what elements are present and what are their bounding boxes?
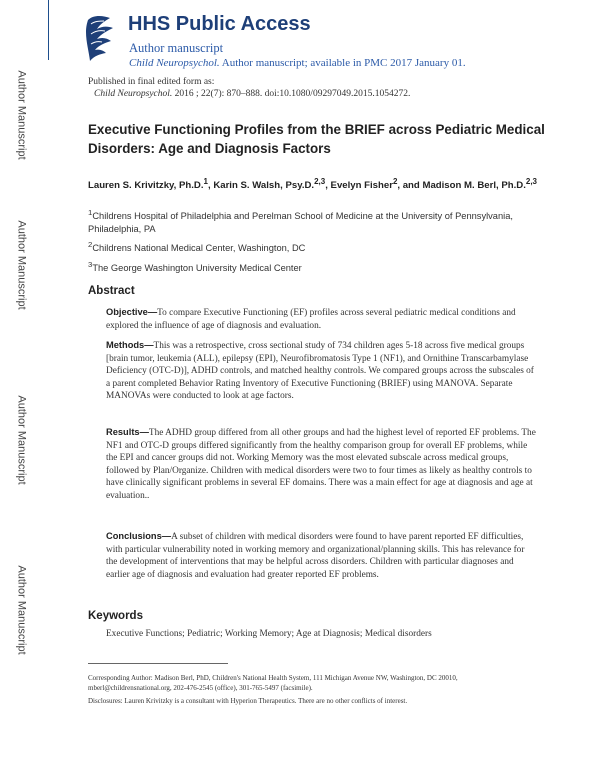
author: Karin S. Walsh, Psy.D. [213, 180, 315, 192]
author: Madison M. Berl, Ph.D. [422, 180, 526, 192]
header-divider [48, 0, 49, 60]
margin-label: Author Manuscript [16, 70, 29, 160]
citation: Child Neuropsychol. 2016 ; 22(7): 870–888. doi:10.1080/09297049.2015.1054272. [94, 89, 411, 99]
author-manuscript-label: Author manuscript [129, 41, 224, 55]
affiliation: $^1$Childrens Hospital of Philadelphia and Perelman School of Medicine at the University of Pennsylvania, Philadelphia, PA [88, 208, 513, 235]
author: Evelyn Fisher [330, 180, 393, 192]
footnote-divider [88, 663, 228, 664]
author: Lauren S. Krivitzky, Ph.D. [88, 180, 204, 192]
abstract-methods: Methods—This was a retrospective, cross sectional study of 734 children ages 5-18 across five medical groups [brain tumor, leukemia (ALL), epilepsy (EPI), Neurofibromatosis Type 1 (NF1), and Ornithine Transcarbamylase Deficiency (OTC-D)], ADHD controls, and matched healthy controls. We compared groups across the subscales of a parent completed Behavior Rating Inventory of Executive Functioning (BRIEF) using MANOVA. Separate MANOVAs were conducted to look at age factors. [106, 340, 534, 402]
article-title: Executive Functioning Profiles from the BRIEF across Pediatric Medical Disorders: Age and Diagnosis Factors [88, 122, 545, 156]
abstract-heading: Abstract [88, 285, 135, 297]
published-form-label: Published in final edited form as: [88, 77, 215, 87]
margin-label: Author Manuscript [16, 395, 29, 485]
disclosures-footnote: Disclosures: Lauren Krivitzky is a consultant with Hyperion Therapeutics. There are no other conflicts of interest. [88, 697, 408, 705]
keywords-list: Executive Functions; Pediatric; Working Memory; Age at Diagnosis; Medical disorders [106, 629, 432, 639]
abstract-conclusions: Conclusions—A subset of children with medical disorders were found to have parent reported EF difficulties, with particular vulnerability noted in working memory and organizational/planning skills. This has relevance for the development of interventions that may be helpful across disorders. Children with particular diagnoses and earlier age of diagnosis and evaluation had greater reported EF problems. [106, 531, 525, 580]
affiliation: $^3$The George Washington University Medical Center [88, 260, 302, 274]
citation-journal: Child Neuropsychol. [94, 89, 173, 99]
margin-label: Author Manuscript [16, 220, 29, 310]
abstract-objective: Objective—To compare Executive Functioning (EF) profiles across several pediatric medical conditions and explored the influence of age of diagnosis and evaluation. [106, 307, 516, 331]
margin-label: Author Manuscript [16, 565, 29, 655]
journal-name: Child Neuropsychol. [129, 57, 220, 69]
hhs-public-access-title: HHS Public Access [128, 13, 311, 35]
affiliation: $^2$Childrens National Medical Center, Washington, DC [88, 240, 306, 254]
abstract-results: Results—The ADHD group differed from all other groups and had the highest level of reported EF problems. The NF1 and OTC-D groups differed significantly from the healthy comparison group for overall EF problems, while the EPI and cancer groups did not. Working Memory was the most elevated subscale across medical groups, followed by Plan/Organize. Children with medical disorders were two to four times as likely as healthy controls to have clinically significant problems in several EF domains. There was a main effect for age at diagnosis and age at evaluation.. [106, 427, 536, 501]
corresponding-author-footnote: Corresponding Author: Madison Berl, PhD, Children's National Health System, 111 Michigan Avenue NW, Washington, DC 20010, mberl@childrensnational.org, 202-476-2545 (office), 301-765-5497 (facsimile). [88, 674, 458, 692]
author-list: Lauren S. Krivitzky, Ph.D.$^1$, Karin S. Walsh, Psy.D.$^{2,3}$, Evelyn Fisher$^2$, and Madison M. Berl, Ph.D.$^{2,3}$ [88, 177, 537, 192]
journal-availability: Child Neuropsychol. Author manuscript; available in PMC 2017 January 01. [129, 57, 466, 69]
hhs-eagle-logo-icon [80, 12, 116, 64]
keywords-heading: Keywords [88, 610, 143, 622]
